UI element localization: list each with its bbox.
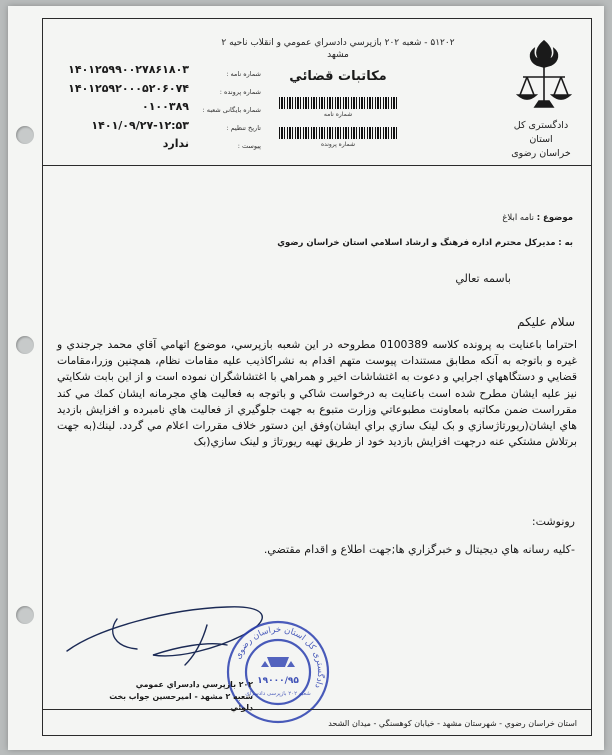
letter-frame — [42, 18, 592, 736]
punch-hole — [16, 126, 34, 144]
branch-line-2: مشهد — [327, 50, 349, 60]
recipient-line — [277, 238, 573, 248]
recipient-value: مديرکل محترم اداره فرهنگ و ارشاد اسلامي استان خراسان رضوي — [277, 238, 556, 248]
document-title: مکاتبات قضائي — [289, 69, 387, 84]
archive-number-label: شماره بایگانی شعبه : — [202, 106, 261, 114]
basmala: باسمه تعالي — [455, 272, 511, 285]
subject-label: موضوع : — [536, 213, 573, 223]
letter-body: احتراما باعنايت به پرونده كلاسه 0100389 مطروحه در اين شعبه بازپرسي، موضوع اتهامي آقاي محمد جرجندي و غيره و باتوجه به آنكه مطابق مستندات پيوست متهم اقدام به نشراكاذيب عليه مقامات نظام، همچنين وزرا،مقامات قضايي و دستگاههاي اجرايي و دعوت به اغتشاشات اخير و همراهي با اغتشاشگران نموده است و از اين بابت شكايتي نيز عليه ايشان مطرح شده است باعنايت به درخواست شاكي و باتوجه به فعاليت هاي مجرمانه ايشان كمك مي كند مقرراست ضمن مكاتبه بامعاونت مطبوعاتي وزارت متبوع به جهت جلوگيري از فعاليت هاي نامبرده و افزايش بازديد هاي ايشان(ريورتاژسازي و بک لينک سازي براي ايشان)وفق اين دستور خلاف مقررات اعلام مي گردد. لينك(به جهت برتلاش مشتكي عنه درجهت افزايش بازديد خود از طريق تهيه ريورتاژ و لينک سازي(بک — [57, 338, 578, 449]
footer-divider — [43, 709, 591, 710]
organization-name — [501, 119, 581, 161]
signer-line3: دلوئي — [230, 703, 253, 712]
meta-labels — [191, 65, 261, 155]
case-number-label: شماره پرونده : — [219, 88, 261, 96]
org-name-line2: خراسان رضوی — [511, 148, 571, 159]
signer-line2: شعبه ۲ مشهد - اميرحسين جواب بخت — [109, 691, 253, 701]
subject-line — [502, 213, 573, 223]
greeting: سلام عليکم — [517, 315, 575, 329]
stamp-ring-text: دادگستری کل استان خراسان رضوی — [233, 624, 326, 690]
issue-date: ۱۴۰۱/۰۹/۲۷-۱۲:۵۳ — [91, 118, 189, 132]
cc-title: رونوشت: — [531, 515, 575, 528]
letter-page — [8, 6, 604, 750]
punch-hole — [16, 336, 34, 354]
case-number: ۱۴۰۱۲۵۹۲۰۰۰۵۲۰۶۰۷۴ — [68, 81, 189, 95]
cc-recipients: -كليه رسانه هاي ديجيتال و خبرگزاري ها;جهت اطلاع و اقدام مقتضي. — [263, 543, 575, 556]
branch-line-1: ۵۱۲۰۲ - شعبه ۲۰۲ بازپرسي دادسراي عمومي و انقلاب ناحيه ۲ — [221, 38, 455, 48]
signer-line1: ۲۰۲ بازپرسي دادسراي عمومي — [135, 680, 253, 689]
header-divider — [43, 165, 591, 166]
meta-values — [51, 61, 189, 154]
stamp-number: ۱۹۰۰۰/۹۵ — [257, 676, 299, 686]
branch-info — [193, 37, 483, 61]
stamp-bottom-text: شعبه ۲۰۲ بازپرسی دادسرای — [245, 691, 311, 697]
recipient-label: به : — [558, 238, 573, 248]
case-barcode-caption: شماره پرونده — [320, 141, 356, 148]
letter-barcode-caption: شماره نامه — [323, 111, 353, 118]
letter-number: ۱۴۰۱۲۵۹۹۰۰۲۷۸۶۱۸۰۳ — [68, 63, 189, 76]
archive-number: ۰۱۰۰۳۸۹ — [142, 100, 189, 113]
footer-address: استان خراسان رضوي - شهرستان مشهد - خيابان كوهسنگي - ميدان الشحد — [328, 719, 577, 728]
punch-hole — [16, 606, 34, 624]
judiciary-emblem-icon — [515, 37, 573, 117]
date-label: تاریخ تنظیم : — [226, 124, 261, 132]
attachment-label: پیوست : — [237, 142, 261, 150]
subject-value: نامه ابلاغ — [502, 213, 534, 223]
letter-barcode — [279, 97, 397, 109]
attachment-value: ندارد — [162, 137, 189, 150]
letter-number-label: شماره نامه : — [226, 70, 261, 78]
case-barcode — [279, 127, 397, 139]
org-name-line1: دادگستری کل استان — [513, 120, 569, 145]
